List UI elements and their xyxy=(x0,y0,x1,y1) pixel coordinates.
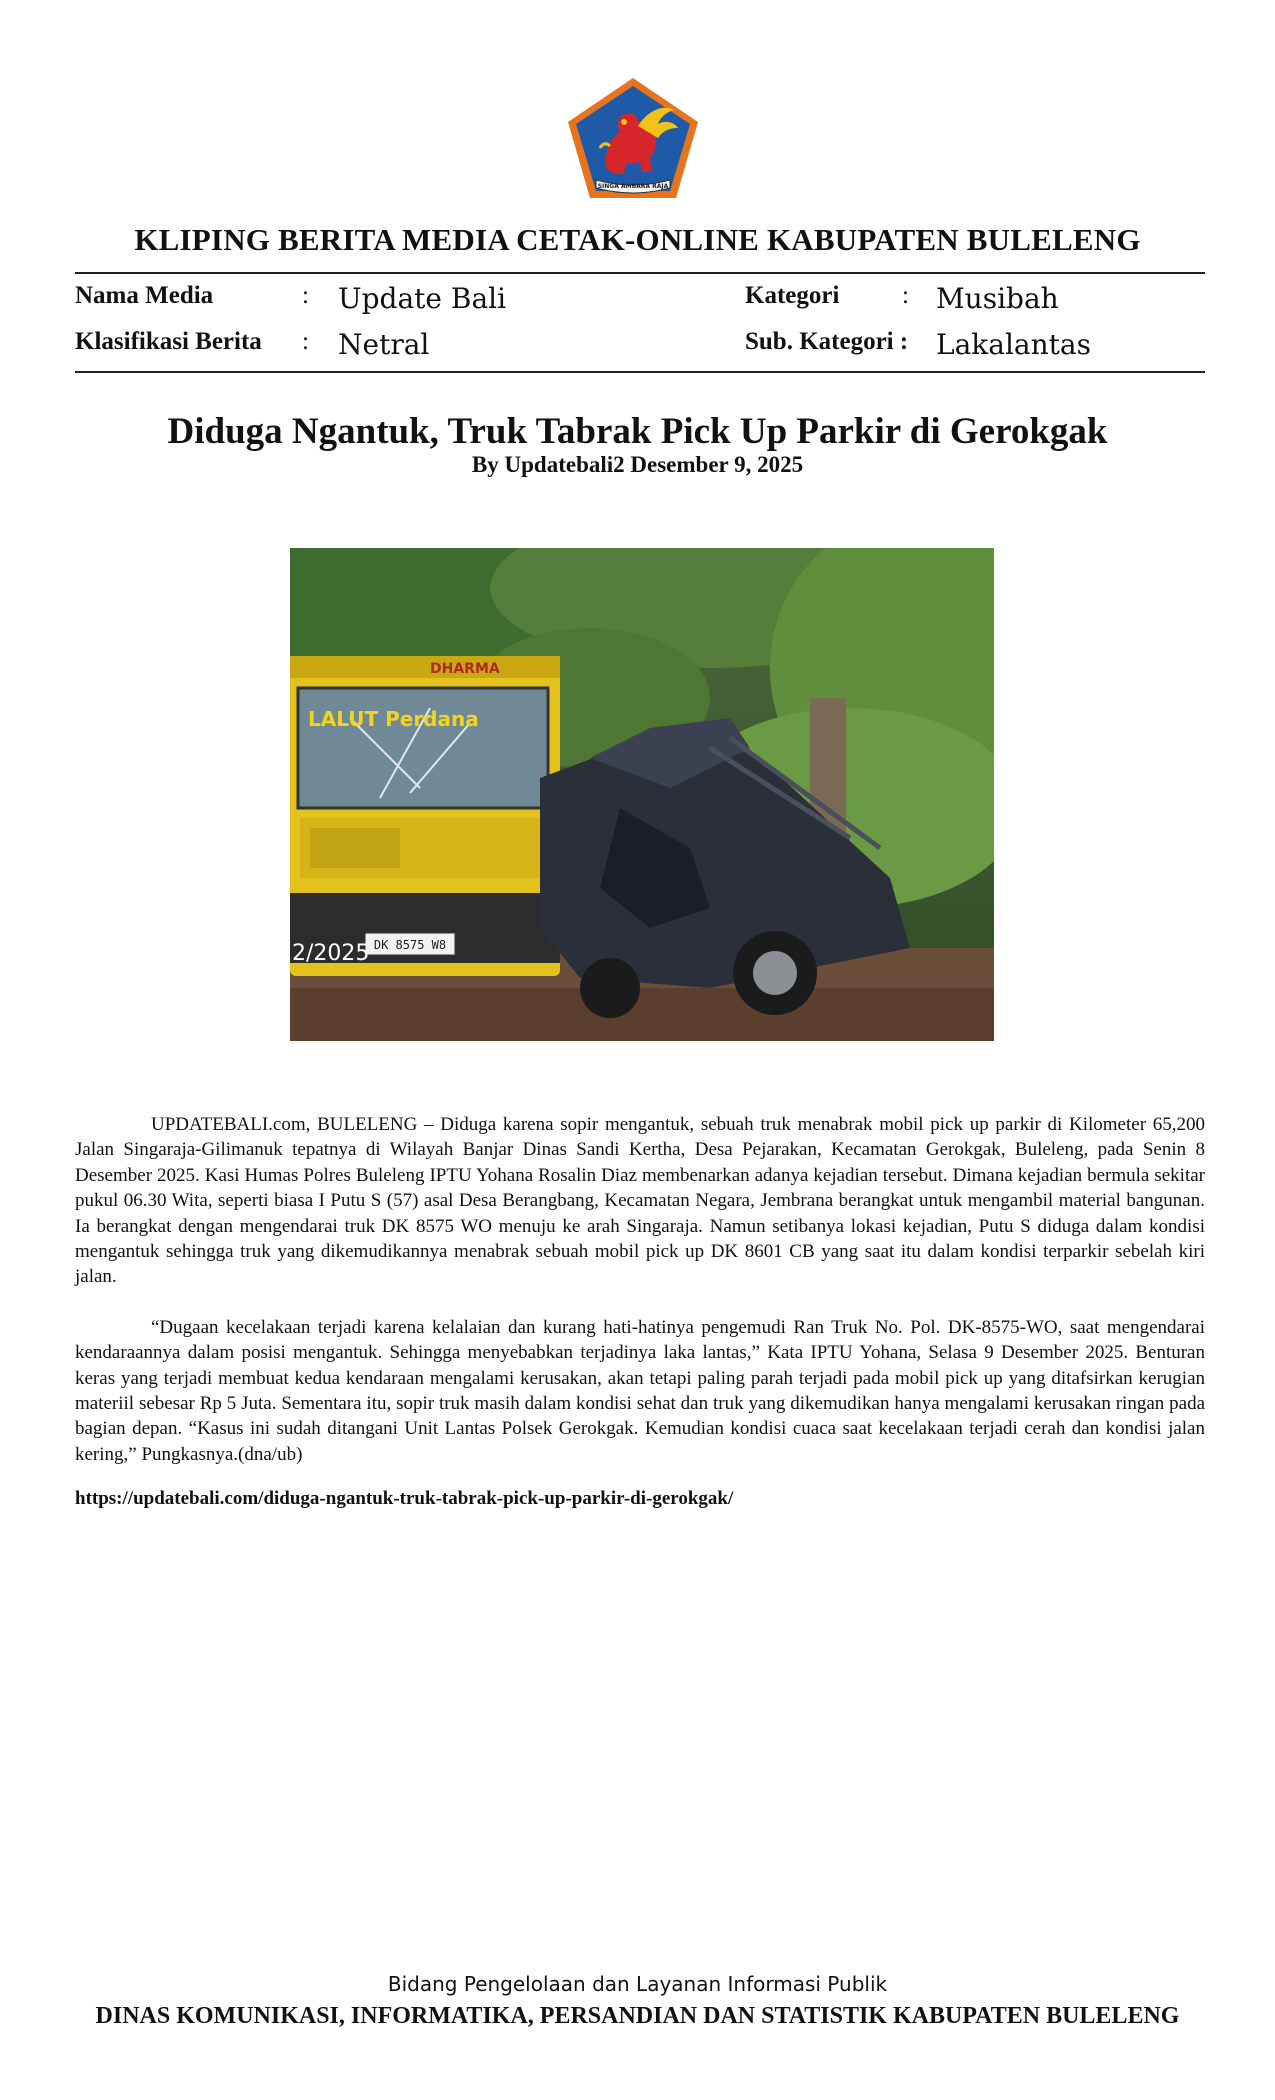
document-title: KLIPING BERITA MEDIA CETAK-ONLINE KABUPATEN BULELENG xyxy=(134,222,1141,257)
footer-division: Bidang Pengelolaan dan Layanan Informasi Publik xyxy=(387,1972,888,1996)
subcategory-value: Lakalantas xyxy=(936,328,1091,361)
truck-top-text: DHARMA xyxy=(430,661,500,677)
article-body xyxy=(75,1112,1205,1492)
truck-plate-text: DK 8575 W8 xyxy=(373,938,447,952)
classification-label: Klasifikasi Berita xyxy=(75,328,262,355)
accident-photo xyxy=(290,548,994,1041)
category-label: Kategori xyxy=(745,282,840,309)
article-headline: Diduga Ngantuk, Truk Tabrak Pick Up Parkir di Gerokgak xyxy=(167,411,1108,452)
article-byline: By Updatebali2 Desember 9, 2025 xyxy=(471,452,804,477)
footer-agency: DINAS KOMUNIKASI, INFORMATIKA, PERSANDIAN DAN STATISTIK KABUPATEN BULELENG xyxy=(95,2003,1180,2029)
article-paragraph: UPDATEBALI.com, BULELENG – Diduga karena sopir mengantuk, sebuah truk menabrak mobil pick up parkir di Kilometer 65,200 Jalan Singaraja-Gilimanuk tepatnya di Wilayah Banjar Dinas Sandi Kertha, Desa Pejarakan, Kecamatan Gerokgak, Buleleng, pada Senin 8 Desember 2025. Kasi Humas Polres Buleleng IPTU Yohana Rosalin Diaz membenarkan adanya kejadian tersebut. Dimana kejadian bermula sekitar pukul 06.30 Wita, seperti biasa I Putu S (57) asal Desa Berangbang, Kecamatan Negara, Jembrana berangkat untuk mengambil material bangunan. Ia berangkat dengan mengendarai truk DK 8575 WO menuju ke arah Singaraja. Namun setibanya lokasi kejadian, Putu S diduga dalam kondisi mengantuk sehingga truk yang dikemudikannya menabrak sebuah mobil pick up DK 8601 CB yang saat itu dalam kondisi terparkir sebelah kiri jalan. xyxy=(75,1114,1205,1288)
category-value: Musibah xyxy=(936,282,1059,315)
classification-value: Netral xyxy=(338,328,430,361)
media-name-label: Nama Media xyxy=(75,282,214,309)
source-link[interactable]: https://updatebali.com/diduga-ngantuk-truk-tabrak-pick-up-parkir-di-gerokgak/ xyxy=(75,1488,734,1509)
header-divider-top xyxy=(75,272,1205,274)
header-divider-bottom xyxy=(75,371,1205,373)
crest-motto: SINGA AMBARA RAJA xyxy=(597,183,669,190)
article-paragraph: “Dugaan kecelakaan terjadi karena kelalaian dan kurang hati-hatinya pengemudi Ran Truk No. Pol. DK-8575-WO, saat mengendarai kendaraannya dalam posisi mengantuk. Sehingga menyebabkan terjadinya laka lantas,” Kata IPTU Yohana, Selasa 9 Desember 2025. Benturan keras yang terjadi membuat kedua kendaraan mengalami kerusakan, akan tetapi paling parah terjadi pada mobil pick up yang ditafsirkan kerugian materiil sebesar Rp 5 Juta. Sementara itu, sopir truk masih dalam kondisi sehat dan truk yang dikemudikan hanya mengalami kerusakan ringan pada bagian depan. “Kasus ini sudah ditangani Unit Lantas Polsek Gerokgak. Kemudian kondisi cuaca saat kecelakaan terjadi cerah dan kondisi jalan kering,” Pungkasnya.(dna/ub) xyxy=(75,1316,1205,1465)
regency-logo xyxy=(566,76,700,200)
photo-date-stamp: 2/2025 xyxy=(292,941,370,966)
subcategory-label: Sub. Kategori : xyxy=(745,328,909,355)
singa-ambara-raja-crest-icon xyxy=(566,76,700,200)
media-name-colon: : xyxy=(302,282,309,309)
truck-windshield-text: LALUT Perdana xyxy=(308,707,479,731)
media-name-value: Update Bali xyxy=(338,282,507,315)
classification-colon: : xyxy=(302,328,309,355)
category-colon: : xyxy=(902,282,909,309)
